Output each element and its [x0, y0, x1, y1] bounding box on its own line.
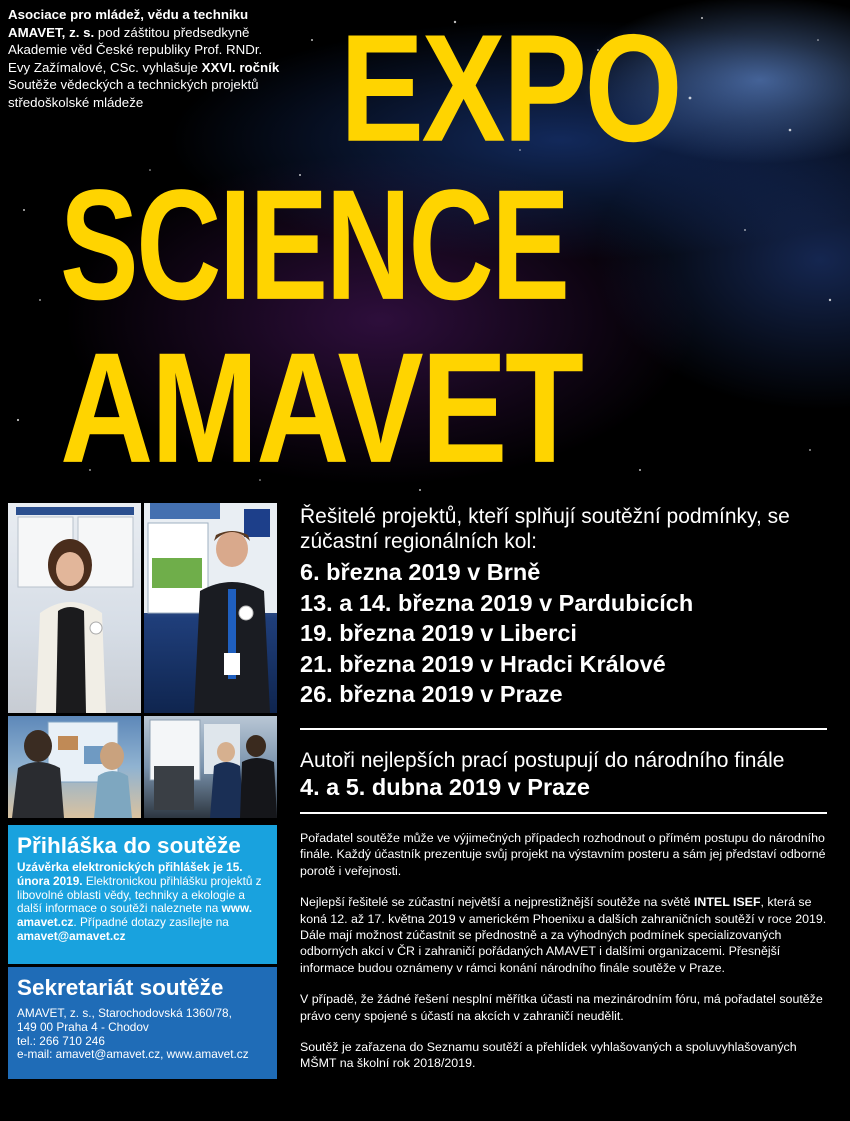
- photo-exhibition-1: [8, 716, 141, 818]
- photo-student-girl: [8, 503, 141, 713]
- secretariat-address-1: AMAVET, z. s., Starochodovská 1360/78,: [17, 1006, 232, 1020]
- regional-lead: Řešitelé projektů, kteří splňují soutěžní podmínky, se zúčastní regionálních kol:: [300, 505, 790, 553]
- regional-date-pardubice: 13. a 14. března 2019 v Pardubicích: [300, 589, 694, 616]
- secretariat-phone: tel.: 266 710 246: [17, 1033, 105, 1048]
- regional-dates: [300, 557, 840, 710]
- photo-student-boy: [144, 503, 277, 713]
- secretariat-email-web[interactable]: e-mail: amavet@amavet.cz, www.amavet.cz: [17, 1047, 249, 1062]
- application-text: [17, 861, 269, 944]
- photo-exhibition-2: [144, 716, 277, 818]
- paragraph-isef: [300, 894, 830, 976]
- secretariat-box: [8, 967, 277, 1079]
- secretariat-contact: [17, 1007, 269, 1062]
- rules-text: [300, 830, 830, 1087]
- intro-text-1: pod záštitou předsedkyně Akademie věd České republiky Prof. RNDr. Evy Zažímalové, CSc. vyhlašuje: [8, 24, 263, 75]
- finale-lead: Autoři nejlepších prací postupují do národního finále: [300, 749, 785, 772]
- application-box: [8, 825, 277, 964]
- photo-student-boy-image: [144, 503, 277, 713]
- divider-top: [300, 728, 827, 730]
- intro-text: [8, 6, 288, 112]
- regional-date-brno: 6. března 2019 v Brně: [300, 559, 541, 585]
- org-short: AMAVET, z. s.: [8, 24, 95, 40]
- divider-bottom: [300, 812, 827, 814]
- isef-name: INTEL ISEF: [693, 895, 761, 910]
- photo-exhibition-1-image: [8, 716, 141, 818]
- paragraph-msmt: Soutěž je zařazena do Seznamu soutěží a přehlídek vyhlašovaných a spoluvyhlašovaných MŠMT na školní rok 2018/2019.: [300, 1040, 797, 1071]
- intro-text-2: Soutěže vědeckých a technických projektů středoškolské mládeže: [8, 77, 259, 110]
- photo-exhibition-2-image: [144, 716, 277, 818]
- photo-collage: [8, 503, 277, 818]
- isef-text-a: Nejlepší řešitelé se zúčastní největší a nejprestižnější soutěže na světě: [300, 895, 691, 910]
- regional-date-praha: 26. března 2019 v Praze: [300, 681, 563, 707]
- regional-rounds: [300, 504, 840, 710]
- application-web-link[interactable]: www. amavet.cz: [17, 901, 252, 930]
- title-expo: EXPO: [340, 2, 681, 174]
- photo-student-girl-image: [8, 503, 141, 713]
- isef-text-b: , která se koná 12. až 17. května 2019 v americkém Phoenixu a dalších zahraničních soutěží v roce 2019. Dále mají možnost zúčastnit se přednostně a za výhodných podmínek specializovaných odborných akcí v ČR i zahraničí pořádaných AMAVET i dalšími organizacemi. Přesnější informace budou oznámeny v rámci konání národního finále soutěže v Praze.: [300, 895, 827, 975]
- secretariat-address-2: 149 00 Praha 4 - Chodov: [17, 1019, 149, 1034]
- application-text-2: . Případné dotazy zasílejte na: [73, 915, 229, 930]
- application-deadline: Uzávěrka elektronických přihlášek je 15. února 2019.: [17, 860, 243, 888]
- secretariat-heading: Sekretariát soutěže: [17, 975, 224, 1000]
- application-heading: Přihláška do soutěže: [17, 833, 241, 858]
- application-email-link[interactable]: amavet@amavet.cz: [17, 928, 126, 943]
- application-text-1: Elektronickou přihlášku projektů z libovolné oblasti vědy, techniky a ekologie a další informace o soutěži naleznete na: [17, 873, 262, 916]
- org-name: Asociace pro mládež, vědu a techniku: [8, 7, 249, 22]
- regional-date-hradec: 21. března 2019 v Hradci Králové: [300, 650, 666, 677]
- edition: XXVI. ročník: [201, 59, 280, 75]
- title-amavet: AMAVET: [60, 320, 582, 496]
- title-science: SCIENCE: [60, 157, 568, 333]
- regional-date-liberec: 19. března 2019 v Liberci: [300, 620, 577, 646]
- finale-date: 4. a 5. dubna 2019 v Praze: [300, 774, 590, 800]
- paragraph-direct-advance: Pořadatel soutěže může ve výjimečných případech rozhodnout o přímém postupu do národního finále. Každý účastník prezentuje svůj projekt na výstavním posteru a sám jej představí odborné porotě i veřejnosti.: [300, 831, 826, 878]
- paragraph-prizes: V případě, že žádné řešení nesplní měřítka účasti na mezinárodním fóru, má pořadatel soutěže právo ceny spojené s účastí na akcích v zahraničí neudělit.: [300, 992, 823, 1023]
